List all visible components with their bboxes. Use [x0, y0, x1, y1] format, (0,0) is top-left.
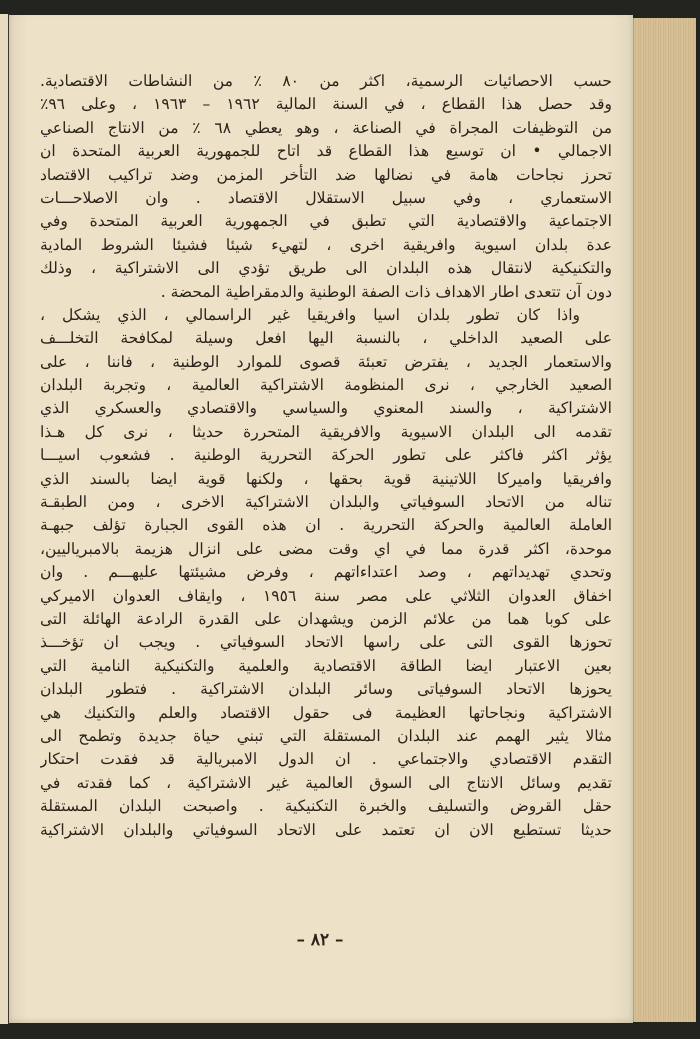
text-line: موحدة، اكثر قدرة مما في اي وقت مضى على انزال هزيمة بالامبرياليين،: [40, 539, 612, 558]
text-line: تقديم وسائل الانتاج الى السوق العالمية غير الاشتراكية ، كما فقدته في: [40, 773, 612, 792]
text-line: مثالا يثير الهمم عند البلدان المستقلة التي تبني حياة جديدة وتطمح الى: [40, 726, 612, 745]
text-line: تناله من الاتحاد السوفياتي والبلدان الاشتراكية الاخرى ، ومن الطبقـة: [40, 493, 612, 512]
text-line: من التوظيفات المجراة في الصناعة ، وهو يعطي ٦٨ ٪ من الانتاج الصناعي: [40, 118, 612, 137]
text-line: الاشتراكية ، والسند المعنوي والسياسي والاقتصادي والعسكري الذي: [40, 399, 612, 418]
page-number: – ٨٢ –: [296, 930, 344, 950]
text-line: وتحدي تهديداتهم ، وصد اعتداءاتهم ، وفرض مشيئتها عليهـــم . وان: [40, 563, 612, 582]
text-line: على الصعيد الداخلي ، بالنسبة اليها افعل وسيلة لمكافحة التخلـــف: [40, 329, 612, 348]
text-line: الصعيد الخارجي ، نرى المنظومة الاشتراكية العالمية ، وتجربة البلدان: [40, 376, 612, 395]
text-line: حقل القروض والتسليف والخبرة التكنيكية . واصبحت البلدان المستقلة: [40, 797, 612, 816]
text-line: يؤثر اكثر فاكثر على تطور الحركة التحررية الوطنية . فشعوب اسيـــا: [40, 446, 612, 465]
text-line: الاستعماري ، وفي سبيل الاستقلال الاقتصاد . وان الاصلاحـــات: [40, 188, 612, 207]
text-line: يحوزها الاتحاد السوفياتى وسائر البلدان الاشتراكية . فتطور البلدان: [40, 680, 612, 699]
text-line: الاجتماعية والاقتصادية التي تطبق في الجمهورية العربية المتحدة وفي: [40, 212, 612, 231]
text-line: عدة بلدان اسيوية وافريقية اخرى ، لتهيء شيئا فشيئا الشروط المادية: [40, 235, 612, 254]
text-line: تقدمه الى البلدان الاسيوية والافريقية المتحررة حديثا ، نرى كل هـذا: [40, 422, 612, 441]
text-line: حديثا تستطيع الان ان تعتمد على الاتحاد السوفياتي والبلدان الاشتراكية: [40, 820, 612, 839]
text-line: العاملة العالمية والحركة التحررية . ان هذه القوى الجبارة تؤلف جبهـة: [40, 516, 612, 535]
text-line: اخفاق العدوان الثلاثي على مصر سنة ١٩٥٦ ، وايقاف العدوان الاميركي: [40, 586, 612, 605]
text-line: وقد حصل هذا القطاع ، في السنة المالية ١٩٦٢ – ١٩٦٣ ، وعلى ٩٦٪: [40, 95, 612, 114]
body-text: [40, 70, 612, 842]
text-line: حسب الاحصائيات الرسمية، اكثر من ٨٠ ٪ من النشاطات الاقتصادية.: [40, 72, 612, 90]
text-line: التقدم الاقتصادي والاجتماعي . ان الدول الامبريالية قد فقدت احتكار: [40, 750, 612, 769]
text-line: والاستعمار الجديد ، يفترض تعبئة قصوى للموارد الوطنية ، فاننا ، على: [40, 352, 612, 371]
page-stack-edges: [633, 18, 696, 1022]
text-line: تحوزها القوى التى على راسها الاتحاد السوفياتي . ويجب ان تؤخـــذ: [40, 633, 612, 652]
text-line: الاشتراكية ونجاحاتها العظيمة فى حقول الاقتصاد والعلم والتكنيك هي: [40, 703, 612, 722]
text-line: على كوبا هما من علائم الزمن ويشهدان على القدرة الرادعة الهائلة التى: [40, 609, 612, 628]
text-line: الاجمالي • ان توسيع هذا القطاع قد اتاح للجمهورية العربية المتحدة ان: [40, 142, 612, 161]
text-line: دون آن تتعدى اطار الاهداف ذات الصفة الوطنية والدمقراطية المحضة .: [160, 282, 612, 301]
text-line: وافريقيا واميركا اللاتينية قوية بحقها ، ولكنها قوية ايضا بالسند الذي: [40, 469, 612, 488]
text-line: والتكنيكية لانتقال هذه البلدان الى طريق تؤدي الى الاشتراكية ، وذلك: [40, 259, 612, 278]
text-line: بعين الاعتبار ايضا الطاقة الاقتصادية والعلمية والتكنيكية النامية التي: [40, 656, 612, 675]
text-line-paragraph-start: واذا كان تطور بلدان اسيا وافريقيا غير الراسمالي ، الذي يشكل ،: [40, 305, 580, 324]
text-line: تحرز نجاحات هامة في نضالها ضد التأخر المزمن وضد تراكيب الاقتصاد: [40, 165, 612, 184]
